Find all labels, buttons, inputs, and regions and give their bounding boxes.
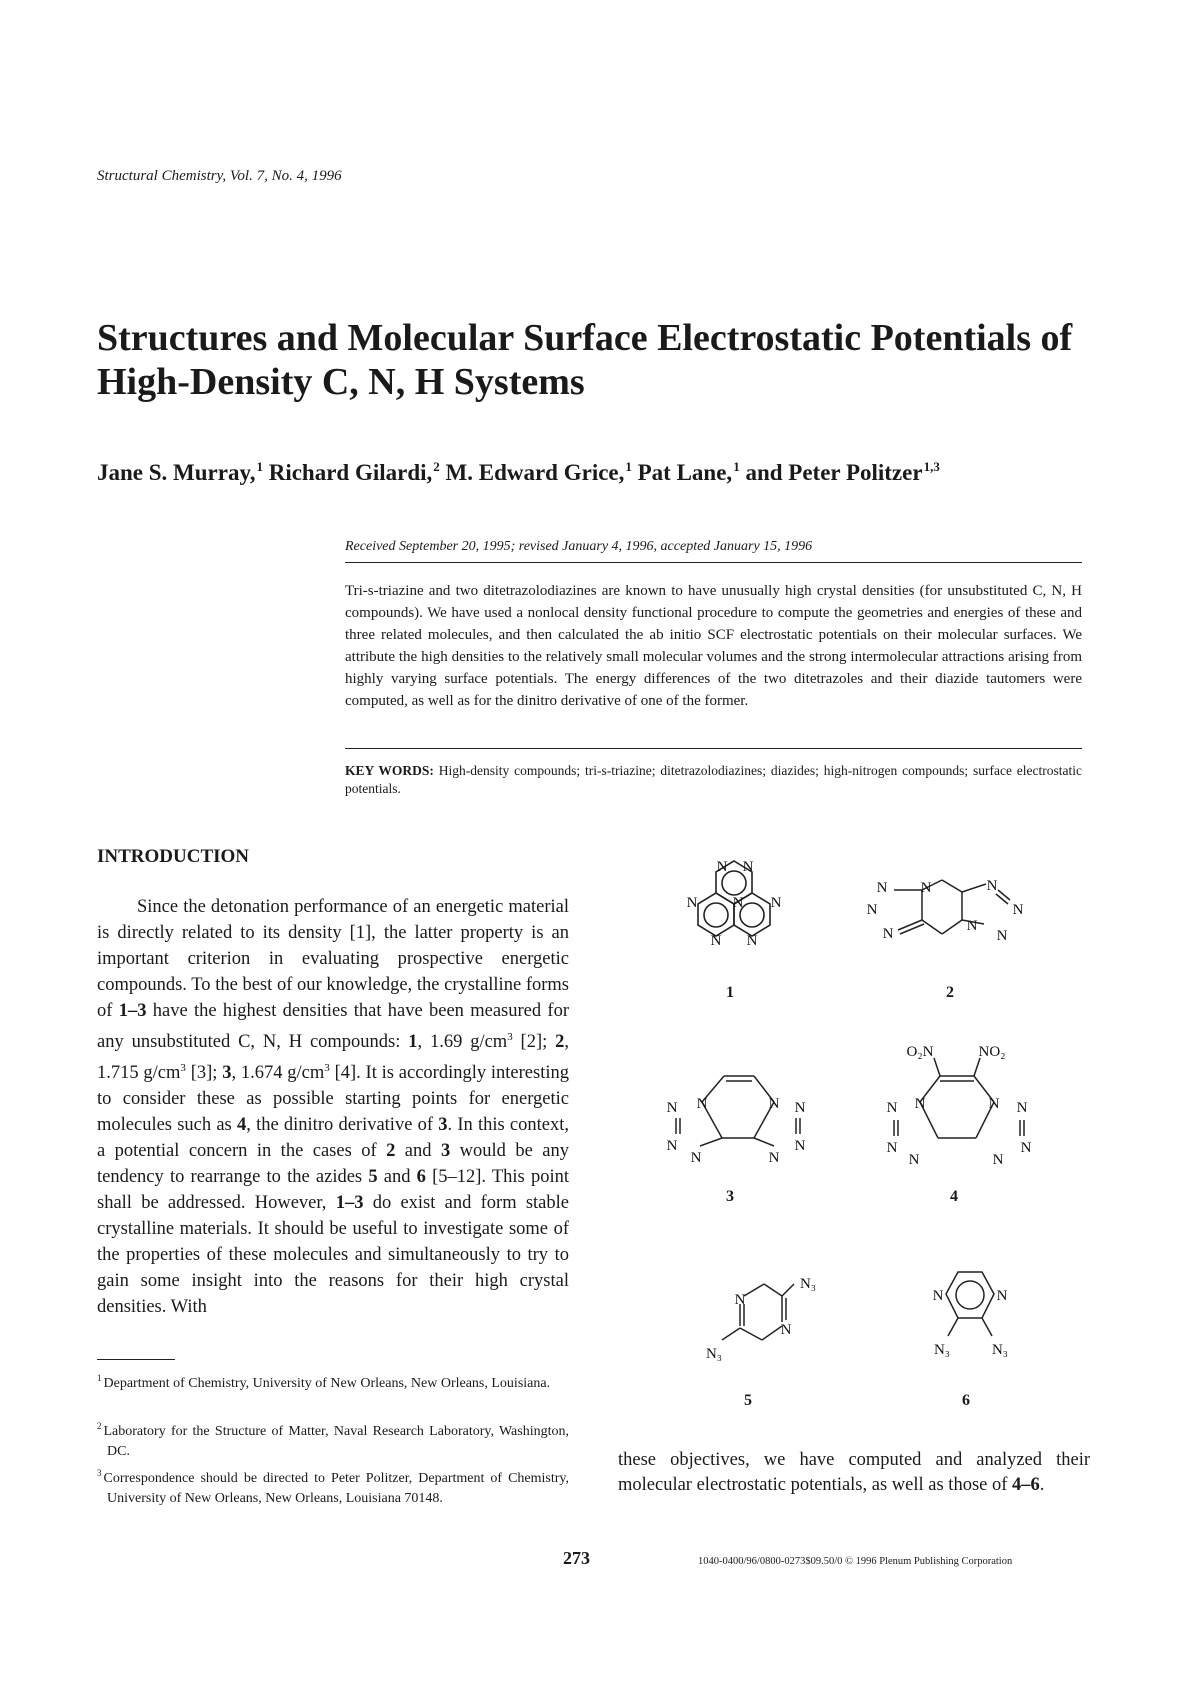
svg-text:N: N [1012, 902, 1024, 918]
svg-text:N: N [1020, 1140, 1032, 1156]
svg-text:N: N [732, 895, 744, 911]
svg-text:N₃: N₃ [991, 1342, 1009, 1358]
keywords [345, 762, 1082, 798]
svg-text:N: N [696, 1096, 708, 1112]
svg-text:N: N [882, 926, 894, 942]
svg-text:N: N [770, 895, 782, 911]
svg-text:N: N [1016, 1100, 1028, 1116]
molecule-5-label: 5 [744, 1392, 752, 1409]
molecule-1-structure [664, 855, 804, 975]
svg-text:N: N [794, 1100, 806, 1116]
svg-text:N: N [716, 859, 728, 875]
svg-text:N: N [996, 1288, 1008, 1304]
paper-title [97, 316, 1097, 404]
page-number: 273 [563, 1548, 590, 1568]
molecule-4-label: 4 [950, 1188, 958, 1205]
svg-text:N₃: N₃ [705, 1346, 723, 1362]
svg-text:NO₂: NO₂ [978, 1044, 1006, 1060]
svg-text:N: N [908, 1152, 920, 1168]
svg-text:N₃: N₃ [933, 1342, 951, 1358]
copyright-line: 1040-0400/96/0800-0273$09.50/0 © 1996 Plenum Publishing Corporation [698, 1556, 1013, 1567]
molecule-6-label: 6 [962, 1392, 970, 1409]
author-name: M. Edward Grice, [445, 460, 625, 485]
author-affiliation: 1 [625, 459, 632, 474]
abstract: Tri-s-triazine and two ditetrazolodiazines are known to have unusually high crystal densities (for unsubstituted C, N, H compounds). We have used a nonlocal density functional procedure to compute the geometries and energies of these and three related molecules, and then calculated the ab initio SCF electrostatic potentials on their molecular surfaces. We attribute the high densities to the relatively small molecular volumes and the strong intermolecular attractions arising from highly varying surface potentials. The energy differences of the two ditetrazoles and their diazide tautomers were computed, as well as for the dinitro derivative of one of the former. [345, 583, 1082, 709]
svg-text:N: N [780, 1322, 792, 1338]
svg-text:N: N [734, 1292, 746, 1308]
svg-text:N: N [886, 1140, 898, 1156]
svg-text:N: N [768, 1096, 780, 1112]
svg-text:N: N [988, 1096, 1000, 1112]
svg-text:N: N [690, 1150, 702, 1166]
author-affiliation: 1 [733, 459, 740, 474]
author-affiliation: 1,3 [923, 459, 940, 474]
svg-text:N: N [920, 880, 932, 896]
molecule-2-label: 2 [946, 984, 954, 1001]
svg-text:N: N [666, 1100, 678, 1116]
title-line-2: High-Density C, N, H Systems [97, 361, 585, 403]
svg-text:N: N [992, 1152, 1004, 1168]
author-name: Richard Gilardi, [268, 460, 433, 485]
svg-text:N: N [966, 918, 978, 934]
molecule-5-structure [682, 1270, 832, 1380]
molecule-6-structure [902, 1262, 1042, 1382]
molecule-3-label: 3 [726, 1188, 734, 1205]
molecule-4-structure [870, 1040, 1050, 1180]
svg-text:N: N [710, 933, 722, 949]
molecule-3-structure [656, 1068, 816, 1178]
keywords-label: KEY WORDS: [345, 763, 434, 778]
continuation-paragraph: these objectives, we have computed and analyzed their molecular electrostatic potentials, as well as those of 4–6. [618, 1450, 1090, 1495]
svg-text:N: N [996, 928, 1008, 944]
author-list [97, 459, 940, 486]
svg-text:N: N [794, 1138, 806, 1154]
svg-text:N: N [876, 880, 888, 896]
svg-text:N: N [742, 859, 754, 875]
svg-text:N₃: N₃ [799, 1276, 817, 1292]
author-name: Jane S. Murray, [97, 460, 256, 485]
svg-text:N: N [866, 902, 878, 918]
author-affiliation: 1 [256, 459, 263, 474]
svg-text:N: N [932, 1288, 944, 1304]
svg-text:N: N [986, 878, 998, 894]
author-name: and Peter Politzer [745, 460, 923, 485]
author-affiliation: 2 [433, 459, 440, 474]
svg-text:N: N [886, 1100, 898, 1116]
svg-text:N: N [746, 933, 758, 949]
introduction-paragraph: Since the detonation performance of an energetic material is directly related to its density [1], the latter property is an important criterion in evaluating prospective energetic compounds. To the best of our knowledge, the crystalline forms of 1–3 have the highest densities that have been measured for any unsubstituted C, N, H compounds: 1, 1.69 $g/cm^3$ [2]; 2, 1.715 $g/cm^3$ [3]; 3, 1.674 $g/cm^3$ [4]. It is accordingly interesting to consider these as possible starting points for energetic molecules such as 4, the dinitro derivative of 3. In this context, a potential concern in the cases of 2 and 3 would be any tendency to rearrange to the azides 5 and 6 [5–12]. This point shall be addressed. However, 1–3 do exist and form stable crystalline materials. It should be useful to investigate some of the properties of these molecules and simultaneously to try to gain some insight into the reasons for their high crystal densities. With [97, 897, 570, 1317]
received-dates: Received September 20, 1995; revised January 4, 1996, accepted January 15, 1996 [345, 539, 813, 554]
footnote-rule [97, 1359, 175, 1360]
footnote-2: $^2$ Laboratory for the Structure of Matter, Naval Research Laboratory, Washington, DC. [97, 1421, 569, 1459]
abstract-bottom-rule [345, 748, 1082, 749]
svg-text:O₂N: O₂N [906, 1044, 934, 1060]
svg-text:N: N [768, 1150, 780, 1166]
section-heading-introduction: INTRODUCTION [97, 846, 250, 867]
keywords-text: High-density compounds; tri-s-triazine; ditetrazolodiazines; diazides; high-nitrogen compounds; surface electrostatic potentials. [345, 763, 1083, 796]
author-name: Pat Lane, [637, 460, 733, 485]
svg-text:N: N [686, 895, 698, 911]
molecule-2-structure [862, 872, 1042, 952]
molecule-1-label: 1 [726, 984, 734, 1001]
title-line-1: Structures and Molecular Surface Electrostatic Potentials of [97, 317, 1073, 359]
footnote-3: $^3$ Correspondence should be directed to Peter Politzer, Department of Chemistry, University of New Orleans, New Orleans, Louisiana 70148. [97, 1468, 569, 1506]
svg-text:N: N [666, 1138, 678, 1154]
footnote-1: $^1$ Department of Chemistry, University of New Orleans, New Orleans, Louisiana. [97, 1373, 551, 1391]
journal-citation: Structural Chemistry, Vol. 7, No. 4, 1996 [97, 168, 342, 184]
abstract-top-rule [345, 562, 1082, 563]
svg-text:N: N [914, 1096, 926, 1112]
